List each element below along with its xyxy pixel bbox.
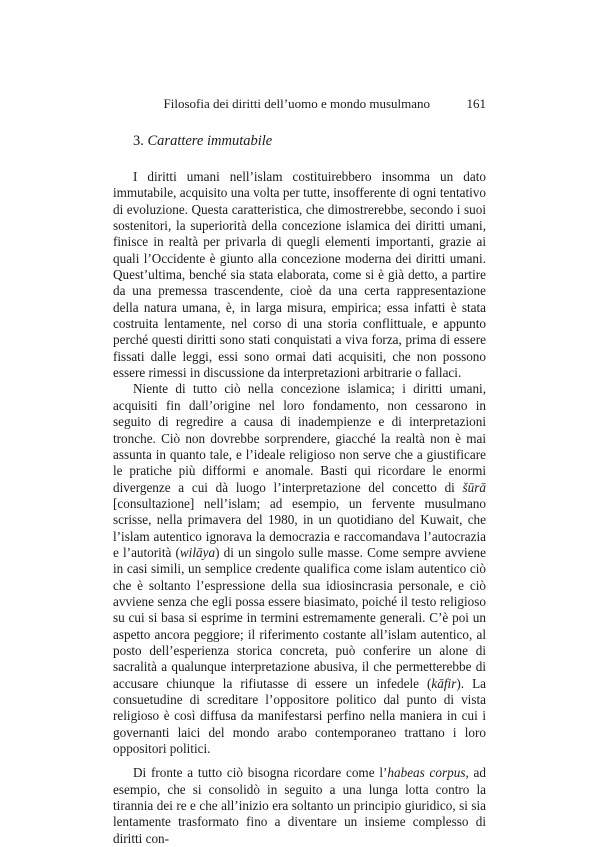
paragraph-2-text-d: ). La consuetudine di screditare l’oppositore politico dal punto di vista religioso è così diffusa da manifestarsi perfino nella maniera in cui i governanti laici del mondo arabo contemporaneo trattano i loro oppositori politici.	[113, 675, 486, 757]
paragraph-1-text: I diritti umani nell’islam costituirebbero insomma un dato immutabile, acquisito una volta per tutte, insofferente di ogni tentativo di evoluzione. Questa caratteristica, che dimostrerebbe, secondo i suoi sostenitori, la superiorità della concezione islamica dei diritti umani, finisce in realtà per privarla di quegli elementi importanti, grazie ai quali l’Occidente è giunto alla concezione moderna dei diritti umani. Quest’ultima, benché sia stata elaborata, come si è già detto, a partire da una premessa trascendente, cioè da una certa rappresentazione della natura umana, è, in larga misura, empirica; essa infatti è stata costruita lentamente, nel corso di una storia conflittuale, e appunto perché questi diritti sono stati conquistati a viva forza, prima di essere fissati dalle leggi, essi sono ormai dati acquisiti, che non possono essere rimessi in discussione da interpretazioni arbitrarie o fallaci.	[113, 169, 486, 381]
page-number: 161	[466, 96, 486, 111]
section-number: 3.	[133, 133, 144, 149]
paragraph-2	[113, 381, 486, 757]
paragraph-2-text-c: ) di un singolo sulle masse. Come sempre avviene in casi simili, un semplice credente qualifica come islam autentico ciò che è soltanto l’espressione della sua idiosincrasia personale, e ciò avviene senza che egli possa essere biasimato, poiché il testo religioso su cui si basa si esprime in termini estremamente generali. C’è poi un aspetto ancora peggiore; il riferimento costante all’islam autentico, al posto dell’esperienza storica concreta, può conferire un alone di sacralità a qualunque interpretazione abusiva, il che permetterebbe di accusare chiunque la rifiutasse di essere un infedele (	[113, 544, 486, 691]
paragraph-3-text-a: Di fronte a tutto ciò bisogna ricordare come l’	[133, 765, 388, 781]
paragraph-1	[113, 169, 486, 381]
term-habeas-corpus: habeas corpus	[387, 765, 466, 781]
paragraph-2-text-a: Niente di tutto ciò nella concezione islamica; i diritti umani, acquisiti fin dall’origine nel loro fondamento, non cessarono in seguito di regredire a causa di inadempienze e di interpretazioni tronche. Ciò non dovrebbe sorprendere, giacché la realtà non è mai assunta in quanto tale, e l’ideale religioso non serve che a giustificare le pratiche più difformi e anomale. Basti qui ricordare le enormi divergenze a cui dà luogo l’interpretazione del concetto di	[113, 381, 486, 495]
section-title: Carattere immutabile	[147, 133, 273, 149]
running-header	[113, 96, 486, 116]
running-header-title: Filosofia dei diritti dell’uomo e mondo musulmano	[163, 96, 430, 111]
paragraph-3-text-b: , ad esempio, che si consolidò in seguito a una lunga lotta contro la tirannia dei re e che all’inizio era soltanto un principio giuridico, si sia lentamente trasformato fino a diventare un insieme complesso di diritti con-	[113, 765, 487, 846]
paragraph-2-text-b: [consultazione] nell’islam; ad esempio, un fervente musulmano scrisse, nella primavera del 1980, in un quotidiano del Kuwait, che l’islam autentico ignorava la democrazia e raccomandava l’autocrazia e l’autorità (	[113, 495, 486, 560]
paragraph-3	[113, 765, 486, 847]
body-text	[113, 169, 486, 847]
term-wilaya: wilāya	[179, 544, 216, 560]
book-page	[113, 96, 486, 847]
term-shura: šūrā	[462, 479, 486, 495]
term-kafir: kāfir	[431, 675, 457, 691]
section-heading	[133, 132, 486, 150]
